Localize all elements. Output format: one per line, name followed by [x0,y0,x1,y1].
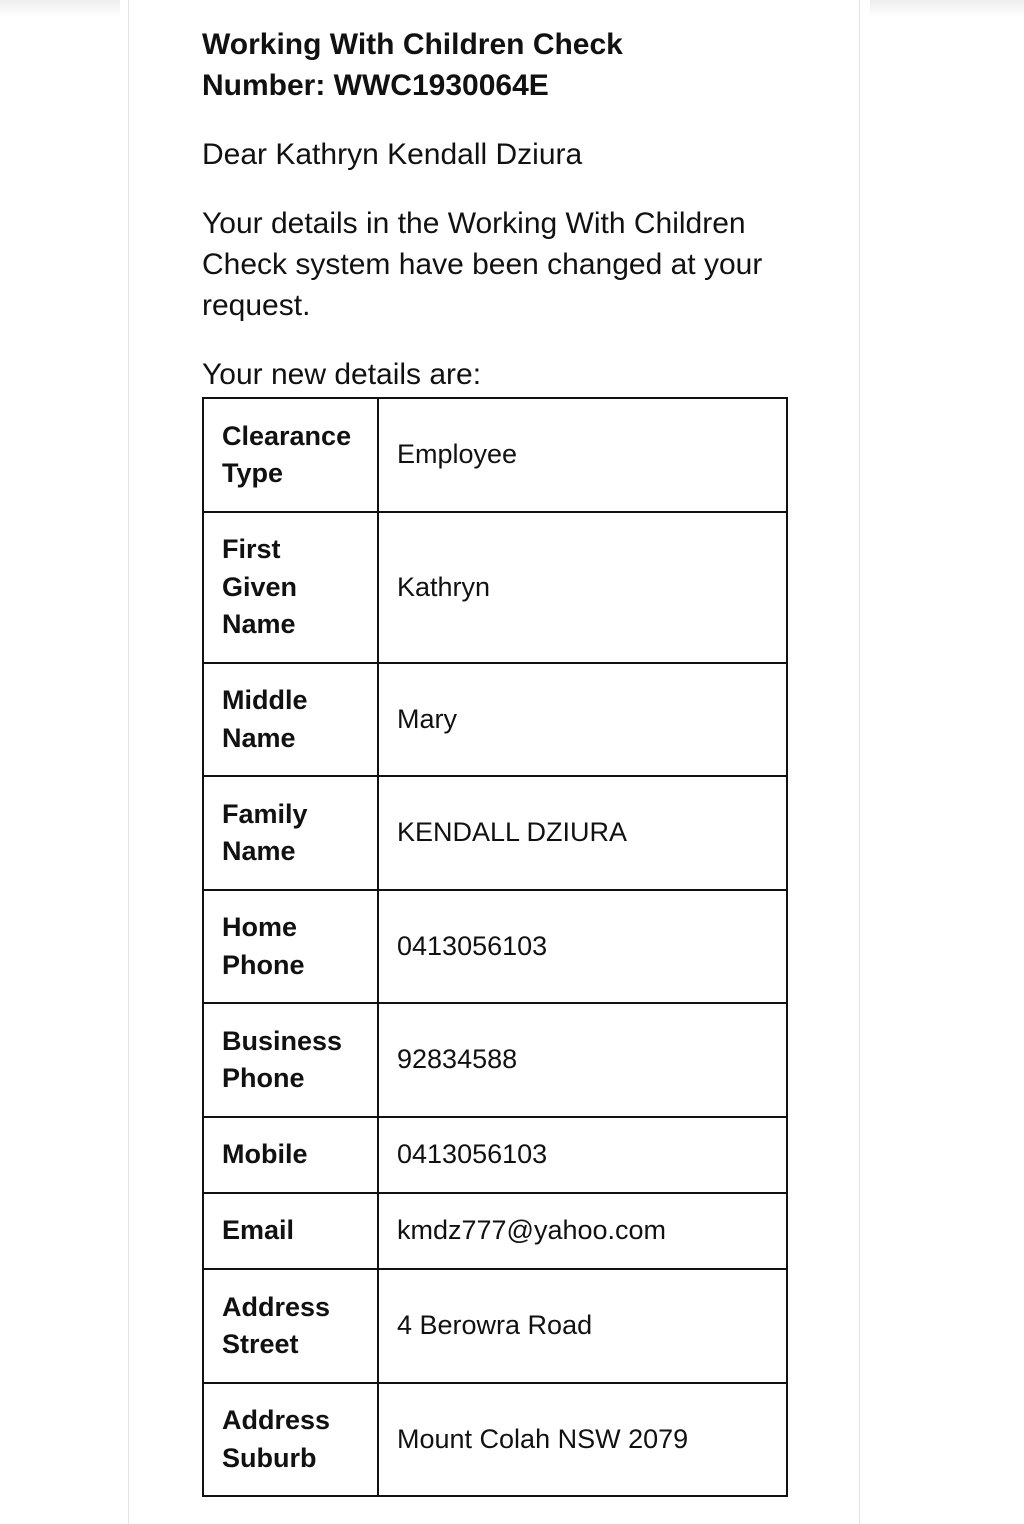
row-value: KENDALL DZIURA [378,776,787,890]
row-label: Address Suburb [203,1383,378,1496]
row-label: Mobile [203,1117,378,1193]
top-shadow-left [0,0,120,18]
row-value: Employee [378,398,787,512]
row-label: Home Phone [203,890,378,1003]
row-value: 4 Berowra Road [378,1269,787,1383]
table-row [203,1383,787,1496]
top-shadow-right [870,0,1024,18]
row-label: Family Name [203,776,378,890]
wwc-number-heading: Working With Children Check Number: WWC1930064E [202,28,623,102]
table-row [203,776,787,890]
table-row [203,890,787,1003]
table-row [203,512,787,663]
row-label: First Given Name [203,512,378,663]
change-notice-paragraph: Your details in the Working With Children Check system have been changed at your request. [202,207,763,322]
table-row [203,1003,787,1117]
row-value: Mary [378,663,787,776]
row-label: Email [203,1193,378,1269]
table-row [203,1117,787,1193]
row-value: Kathryn [378,512,787,663]
row-label: Clearance Type [203,398,378,512]
details-table [202,397,788,1497]
table-row [203,663,787,776]
table-row [203,1269,787,1383]
row-label: Address Street [203,1269,378,1383]
row-label: Middle Name [203,663,378,776]
greeting: Dear Kathryn Kendall Dziura [202,138,583,171]
email-link[interactable]: kmdz777@yahoo.com [378,1193,787,1269]
new-details-intro: Your new details are: [202,358,482,391]
table-row [203,1193,787,1269]
email-content [202,24,792,395]
row-value: 92834588 [378,1003,787,1117]
row-label: Business Phone [203,1003,378,1117]
row-value: Mount Colah NSW 2079 [378,1383,787,1496]
row-value: 0413056103 [378,890,787,1003]
row-value: 0413056103 [378,1117,787,1193]
table-row [203,398,787,512]
